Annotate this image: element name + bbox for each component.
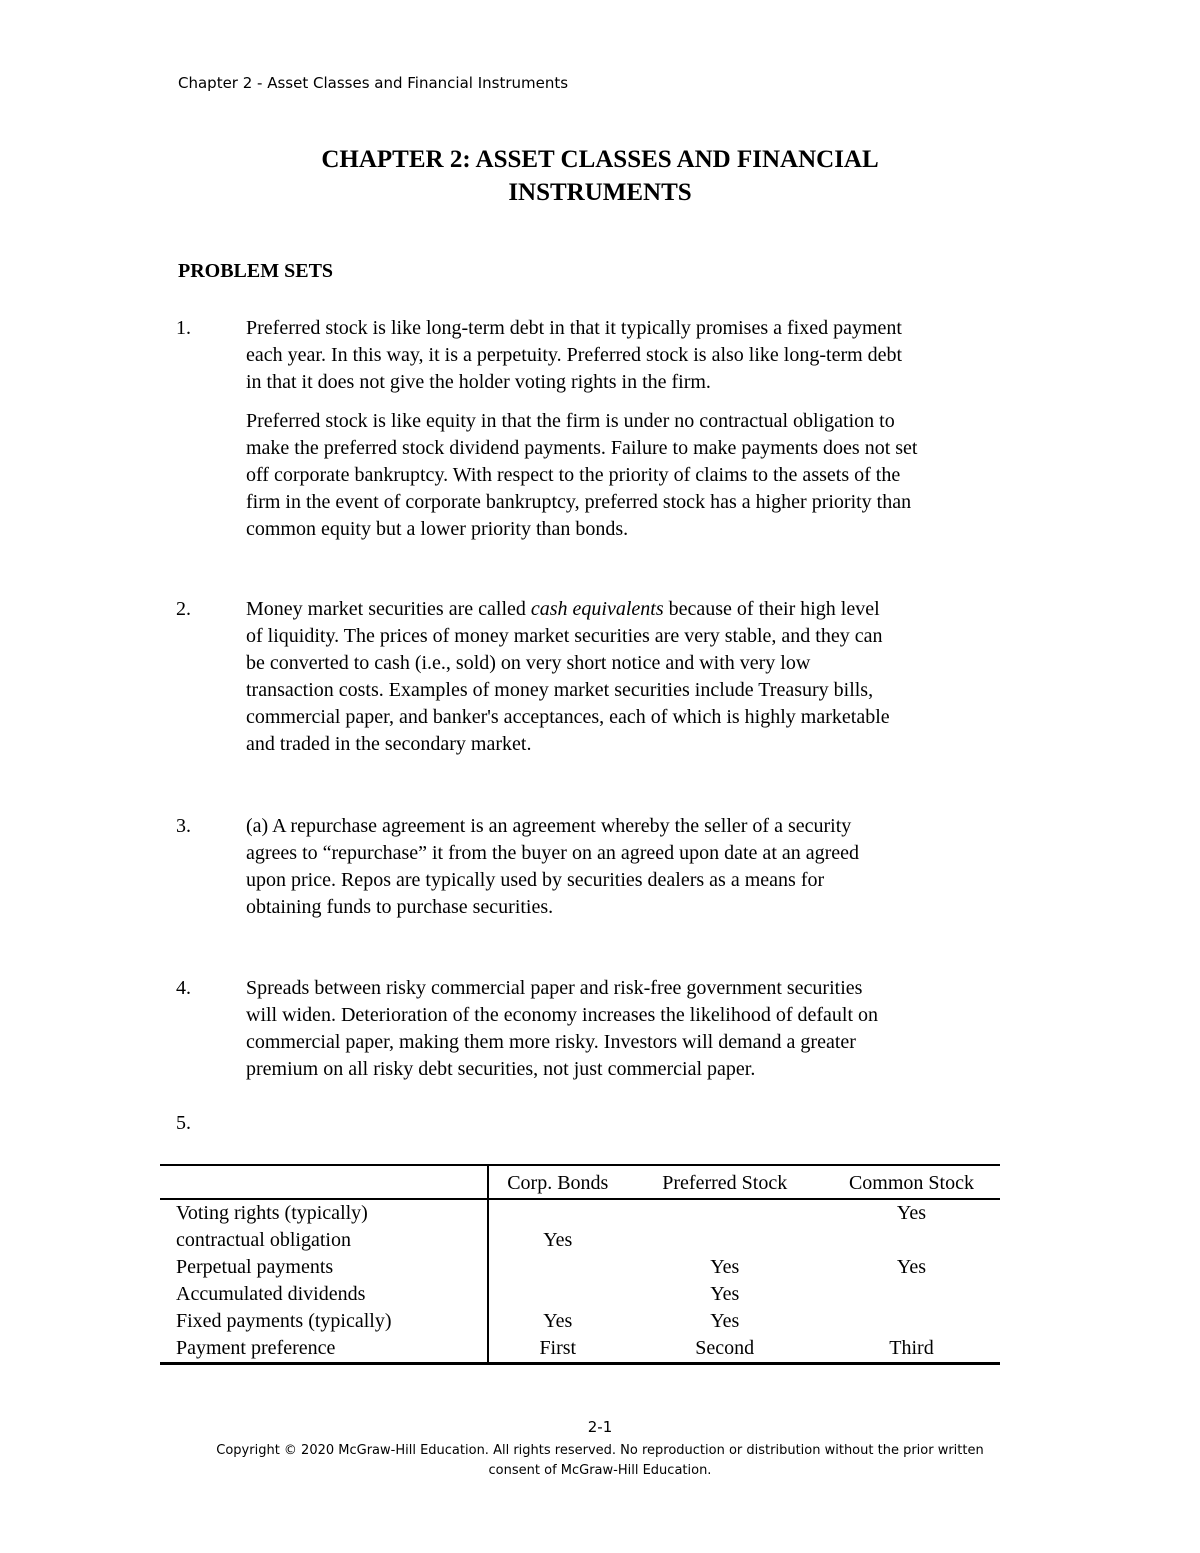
problem-paragraph	[246, 596, 1046, 758]
table-row-label: Perpetual payments	[160, 1254, 488, 1281]
chapter-title-line-1: CHAPTER 2: ASSET CLASSES AND FINANCIAL	[321, 146, 879, 173]
text-line: make the preferred stock dividend payments. Failure to make payments does not set	[246, 437, 918, 459]
table-header-cell: Preferred Stock	[662, 1171, 788, 1194]
chapter-title-line-2: INSTRUMENTS	[508, 179, 692, 206]
table-row	[160, 1308, 1000, 1335]
copyright-line: consent of McGraw-Hill Education.	[488, 1463, 712, 1478]
text-line: premium on all risky debt securities, not just commercial paper.	[246, 1058, 756, 1080]
table-row-label: Payment preference	[160, 1335, 488, 1364]
table-cell: Yes	[710, 1256, 740, 1278]
table-cell: Third	[889, 1337, 934, 1359]
comparison-table	[160, 1164, 1000, 1365]
page-number: 2-1	[587, 1418, 613, 1436]
text-line: Preferred stock is like long-term debt in that it typically promises a fixed payment	[246, 317, 902, 339]
emphasis-text: cash equivalents	[530, 598, 664, 620]
text-run: because of their high level	[663, 598, 880, 620]
text-line: off corporate bankruptcy. With respect to the priority of claims to the assets of the	[246, 464, 901, 486]
table-cell: Yes	[896, 1202, 927, 1224]
table-header-row	[160, 1165, 1000, 1199]
table-cell	[627, 1227, 823, 1254]
table-cell: First	[539, 1337, 577, 1359]
text-line: and traded in the secondary market.	[246, 733, 532, 755]
text-line: obtaining funds to purchase securities.	[246, 896, 554, 918]
text-line: firm in the event of corporate bankruptcy, preferred stock has a higher priority than	[246, 491, 912, 513]
problem-number: 4.	[176, 977, 191, 999]
text-line: commercial paper, making them more risky. Investors will demand a greater	[246, 1031, 856, 1053]
text-line: in that it does not give the holder voting rights in the firm.	[246, 371, 711, 393]
table-cell	[488, 1254, 626, 1281]
table-row-label: Accumulated dividends	[160, 1281, 488, 1308]
table-cell: Yes	[896, 1256, 927, 1278]
table-row	[160, 1281, 1000, 1308]
table-cell	[823, 1281, 1000, 1308]
section-heading: PROBLEM SETS	[178, 260, 334, 282]
table-row	[160, 1227, 1000, 1254]
text-line: common equity but a lower priority than bonds.	[246, 518, 629, 540]
copyright-line: Copyright © 2020 McGraw-Hill Education. All rights reserved. No reproduction or distribution without the prior written	[216, 1443, 984, 1458]
table-row	[160, 1335, 1000, 1364]
table-row-label: contractual obligation	[160, 1227, 488, 1254]
page-footer	[0, 1417, 1200, 1481]
table-cell: Yes	[710, 1283, 740, 1305]
text-run: Money market securities are called	[246, 598, 531, 620]
table-cell: Yes	[543, 1229, 573, 1251]
table-header-cell: Common Stock	[848, 1171, 974, 1194]
table-cell: Yes	[543, 1310, 573, 1332]
table-cell: Second	[695, 1337, 755, 1359]
text-line: of liquidity. The prices of money market securities are very stable, and they can	[246, 625, 883, 647]
problem-number: 2.	[176, 598, 191, 620]
text-line: agrees to “repurchase” it from the buyer on an agreed upon date at an agreed	[246, 842, 860, 864]
text-line: commercial paper, and banker's acceptances, each of which is highly marketable	[246, 706, 890, 728]
text-line: be converted to cash (i.e., sold) on very short notice and with very low	[246, 652, 811, 674]
text-line	[246, 596, 1046, 623]
table-cell	[488, 1281, 626, 1308]
problem-paragraph	[246, 315, 1046, 396]
text-line: (a) A repurchase agreement is an agreement whereby the seller of a security	[246, 815, 852, 837]
table-cell	[823, 1308, 1000, 1335]
text-line: transaction costs. Examples of money market securities include Treasury bills,	[246, 679, 874, 701]
running-header: Chapter 2 - Asset Classes and Financial Instruments	[178, 74, 569, 92]
table-cell	[627, 1199, 823, 1227]
problem-paragraph	[246, 975, 1046, 1083]
text-line: Preferred stock is like equity in that the firm is under no contractual obligation to	[246, 410, 895, 432]
problem-paragraph	[246, 408, 1046, 543]
text-line: upon price. Repos are typically used by securities dealers as a means for	[246, 869, 825, 891]
table-cell: Yes	[710, 1310, 740, 1332]
problem-number: 3.	[176, 815, 191, 837]
problem-number: 1.	[176, 317, 191, 339]
copyright-notice	[0, 1441, 1200, 1481]
table-header-cell	[160, 1165, 488, 1199]
text-line: will widen. Deterioration of the economy increases the likelihood of default on	[246, 1004, 879, 1026]
problem-paragraph	[246, 813, 1046, 921]
text-line: each year. In this way, it is a perpetuity. Preferred stock is also like long-term debt	[246, 344, 903, 366]
chapter-title	[0, 143, 1200, 209]
table-row	[160, 1254, 1000, 1281]
table-cell	[823, 1227, 1000, 1254]
table-header-cell: Corp. Bonds	[507, 1171, 609, 1194]
table-row-label: Voting rights (typically)	[160, 1199, 488, 1227]
table-row	[160, 1199, 1000, 1227]
table-row-label: Fixed payments (typically)	[160, 1308, 488, 1335]
text-line: Spreads between risky commercial paper and risk-free government securities	[246, 977, 863, 999]
table-cell	[488, 1199, 626, 1227]
problem-number: 5.	[176, 1112, 191, 1134]
